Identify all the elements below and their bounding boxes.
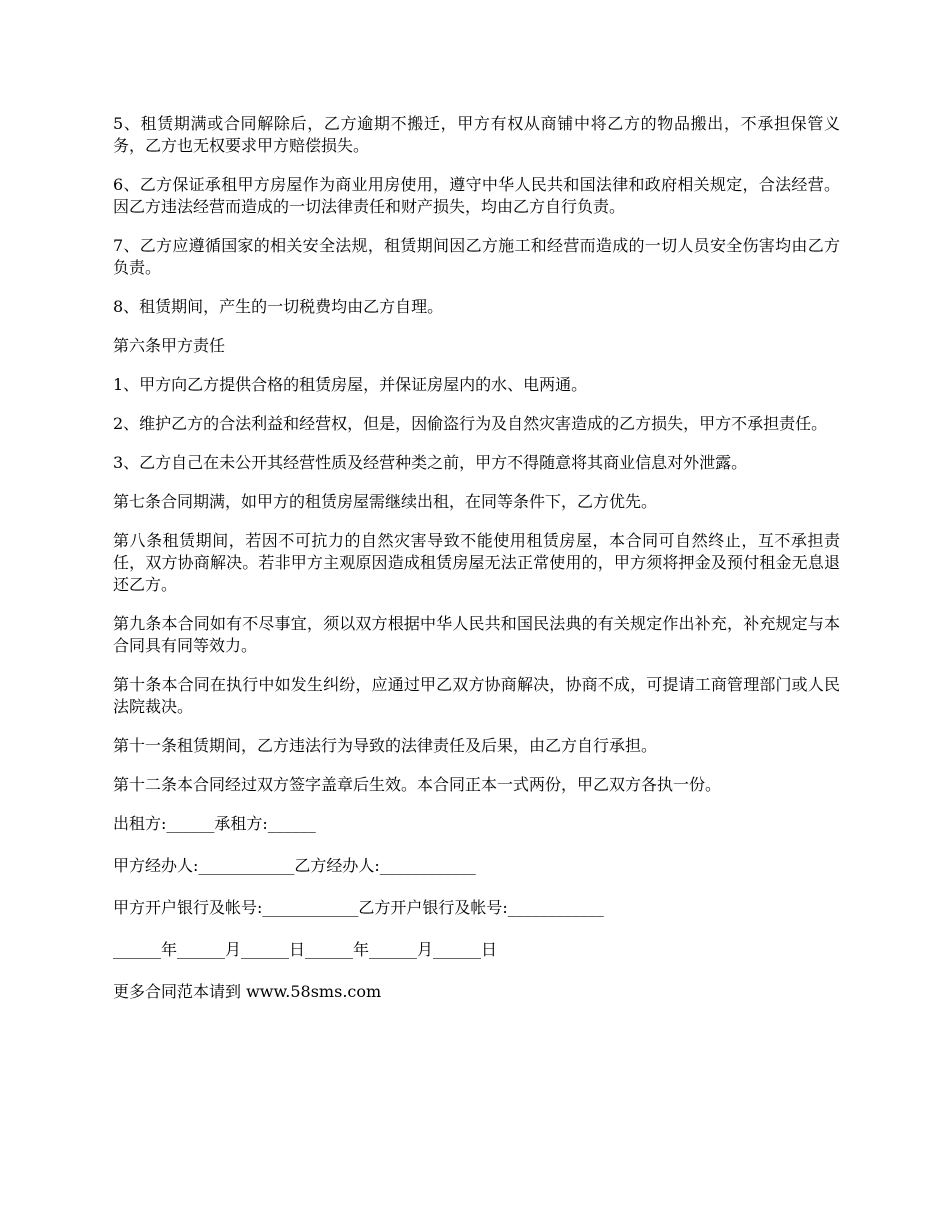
signature-agents-line: 甲方经办人:____________乙方经办人:____________: [113, 856, 476, 875]
article-6-item-3: 3、乙方自己在未公开其经营性质及经营种类之前，甲方不得随意将其商业信息对外泄露。: [113, 453, 748, 472]
article-9-paragraph: 第九条本合同如有不尽事宜，须以双方根据中华人民共和国民法典的有关规定作出补充，补充规定与本合同具有同等效力。: [113, 614, 840, 655]
signature-parties-line: 出租方:______承租方:______: [113, 814, 316, 833]
article-6-item-2: 2、维护乙方的合法利益和经营权，但是，因偷盗行为及自然灾害造成的乙方损失，甲方不承担责任。: [113, 414, 828, 433]
clause-8-paragraph: 8、租赁期间，产生的一切税费均由乙方自理。: [113, 297, 444, 316]
article-7-paragraph: 第七条合同期满，如甲方的租赁房屋需继续出租，在同等条件下，乙方优先。: [113, 492, 658, 511]
clause-6-paragraph: 6、乙方保证承租甲方房屋作为商业用房使用，遵守中华人民共和国法律和政府相关规定，合法经营。因乙方违法经营而造成的一切法律责任和财产损失，均由乙方自行负责。: [113, 175, 840, 216]
article-11-paragraph: 第十一条租赁期间，乙方违法行为导致的法律责任及后果，由乙方自行承担。: [113, 736, 658, 755]
signature-date-line: ______年______月______日______年______月______日: [113, 940, 498, 959]
section-heading-article-6: 第六条甲方责任: [113, 336, 226, 355]
article-12-paragraph: 第十二条本合同经过双方签字盖章后生效。本合同正本一式两份，甲乙双方各执一份。: [113, 775, 722, 794]
article-10-paragraph: 第十条本合同在执行中如发生纠纷，应通过甲乙双方协商解决，协商不成，可提请工商管理部门或人民法院裁决。: [113, 675, 840, 716]
clause-5-paragraph: 5、租赁期满或合同解除后，乙方逾期不搬迁，甲方有权从商铺中将乙方的物品搬出，不承担保管义务，乙方也无权要求甲方赔偿损失。: [113, 114, 840, 155]
article-6-item-1: 1、甲方向乙方提供合格的租赁房屋，并保证房屋内的水、电两通。: [113, 375, 588, 394]
signature-bank-line: 甲方开户银行及帐号:____________乙方开户银行及帐号:____________: [113, 898, 604, 917]
article-8-paragraph: 第八条租赁期间，若因不可抗力的自然灾害导致不能使用租赁房屋，本合同可自然终止，互不承担责任，双方协商解决。若非甲方主观原因造成租赁房屋无法正常使用的，甲方须将押金及预付租金无息退还乙方。: [113, 531, 840, 594]
clause-7-paragraph: 7、乙方应遵循国家的相关安全法规，租赁期间因乙方施工和经营而造成的一切人员安全伤害均由乙方负责。: [113, 236, 840, 277]
footer-link-text: 更多合同范本请到 www.58sms.com: [113, 982, 382, 1001]
